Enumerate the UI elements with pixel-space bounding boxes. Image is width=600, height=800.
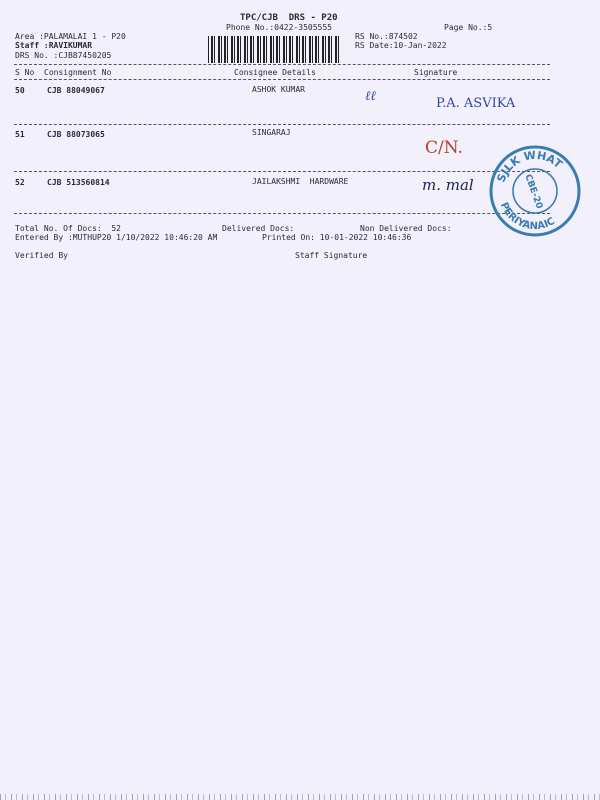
- col-signature: Signature: [414, 68, 458, 77]
- delivered-docs: Delivered Docs:: [222, 224, 295, 233]
- non-delivered-docs: Non Delivered Docs:: [360, 224, 452, 233]
- row-divider: [14, 213, 550, 214]
- col-consignment: Consignment No: [44, 68, 112, 77]
- total-docs: Total No. Of Docs: 52: [15, 224, 121, 233]
- row-consignee: SINGARAJ: [252, 128, 291, 137]
- drs-number: DRS No. :CJB87450205: [15, 51, 112, 60]
- col-consignee: Consignee Details: [234, 68, 316, 77]
- document-title: TPC/CJB DRS - P20: [240, 13, 338, 23]
- stamp-top-text: SJLK WHAT: [494, 148, 565, 185]
- divider: [14, 64, 550, 65]
- entered-by: Entered By :MUTHUP20 1/10/2022 10:46:20 AM: [15, 233, 218, 242]
- row-signature: ℓℓ: [365, 89, 376, 104]
- row-sno: 52: [15, 178, 25, 187]
- row-sno: 50: [15, 86, 25, 95]
- rs-date: RS Date:10-Jan-2022: [355, 41, 447, 50]
- row-signature: C/N.: [425, 138, 463, 158]
- divider: [14, 79, 550, 80]
- row-consignee: ASHOK KUMAR: [252, 85, 305, 94]
- staff-signature: Staff Signature: [295, 251, 368, 260]
- barcode: [208, 36, 341, 63]
- phone-number: Phone No.:0422-3505555: [226, 23, 332, 32]
- row-consignment: CJB 513560814: [47, 178, 110, 187]
- row-sno: 51: [15, 130, 25, 139]
- row-consignment: CJB 88049067: [47, 86, 105, 95]
- row-divider: [14, 124, 550, 125]
- page-number: Page No.:5: [444, 23, 493, 32]
- rubber-stamp: [485, 141, 585, 241]
- staff-name: Staff :RAVIKUMAR: [15, 41, 93, 50]
- row-consignee: JAILAKSHMI HARDWARE: [252, 177, 349, 186]
- row-signature-name: P.A. ASVIKA: [436, 96, 516, 111]
- verified-by: Verified By: [15, 251, 68, 260]
- rs-number: RS No.:874502: [355, 32, 418, 41]
- row-divider: [14, 171, 550, 172]
- stamp-center-text: CBE-20: [522, 173, 544, 211]
- stamp-bottom-text: PERIYANAIC: [497, 200, 557, 233]
- row-consignment: CJB 88073065: [47, 130, 105, 139]
- row-signature: m. mal: [422, 176, 474, 194]
- area-label: Area :PALAMALAI 1 - P20: [15, 32, 126, 41]
- scan-edge: [0, 794, 600, 800]
- col-sno: S No: [15, 68, 35, 77]
- printed-on: Printed On: 10-01-2022 10:46:36: [262, 233, 412, 242]
